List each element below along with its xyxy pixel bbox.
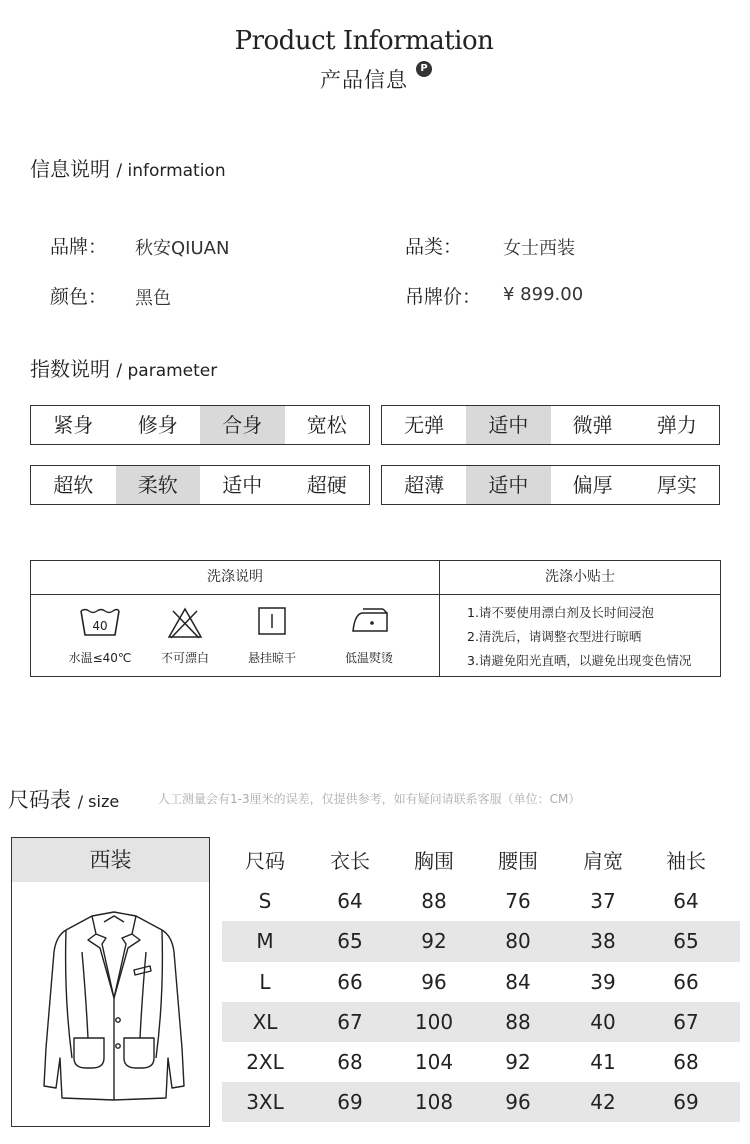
size-cell: 108	[414, 1090, 454, 1115]
stretch-option: 无弹	[404, 413, 445, 437]
wash-40-icon	[79, 607, 121, 641]
size-col-header: 肩宽	[583, 849, 623, 873]
size-col-header: 腰围	[498, 849, 538, 873]
page-title-cn: 产品信息	[320, 68, 408, 92]
p-badge-icon: P	[416, 61, 432, 77]
stretch-option-selected: 适中	[466, 406, 550, 444]
hang-dry-label: 悬挂晾干	[247, 651, 296, 665]
size-cell: 69	[673, 1090, 699, 1115]
page-title-en: Product Information	[234, 26, 494, 56]
parameter-section-title: 指数说明	[30, 357, 110, 381]
size-cell: 3XL	[246, 1090, 284, 1115]
size-section-heading	[8, 784, 119, 814]
thickness-scale	[381, 465, 720, 505]
size-col-header: 尺码	[245, 849, 285, 873]
size-col-header: 胸围	[414, 849, 454, 873]
category-value: 女士西装	[503, 238, 575, 259]
size-section-title: 尺码表	[8, 788, 71, 812]
size-cell: 39	[590, 969, 616, 994]
size-cell: 40	[590, 1009, 616, 1034]
thickness-option-selected: 适中	[466, 466, 550, 504]
thickness-option: 偏厚	[572, 473, 613, 497]
size-cell: 80	[505, 929, 531, 954]
size-cell: 64	[673, 889, 699, 914]
table-row	[222, 921, 740, 961]
brand-value: 秋安QIUAN	[135, 238, 230, 259]
wash-tip: 2.清洗后，请调整衣型进行晾晒	[467, 629, 642, 644]
brand-label: 品牌：	[50, 236, 108, 258]
size-cell: 96	[421, 969, 447, 994]
thickness-option: 超薄	[404, 473, 445, 497]
size-cell: 100	[414, 1009, 454, 1034]
size-cell: 41	[590, 1049, 616, 1074]
size-col-header: 袖长	[666, 849, 706, 873]
size-cell: 66	[673, 969, 699, 994]
size-cell: 2XL	[246, 1049, 284, 1074]
garment-label: 西装	[12, 838, 209, 882]
parameter-section-heading	[30, 353, 217, 382]
softness-option: 适中	[222, 473, 263, 497]
size-cell: 67	[673, 1009, 699, 1034]
size-cell: 37	[590, 889, 616, 914]
wash-tip: 3.请避免阳光直晒，以避免出现变色情况	[467, 653, 692, 668]
size-cell: 42	[590, 1090, 616, 1115]
size-cell: 92	[505, 1049, 531, 1074]
divider	[31, 594, 720, 595]
size-cell: L	[259, 969, 271, 994]
size-cell: 38	[590, 929, 616, 954]
info-section-title: 信息说明	[30, 157, 110, 181]
info-section-subtitle: / information	[116, 161, 226, 181]
size-cell: 65	[673, 929, 699, 954]
garment-illustration-box	[11, 837, 210, 1127]
color-value: 黑色	[135, 288, 171, 309]
size-cell: 69	[337, 1090, 363, 1115]
table-row	[222, 1002, 740, 1042]
size-section-subtitle: / size	[77, 792, 120, 811]
size-cell: S	[258, 889, 272, 914]
size-cell: 64	[337, 889, 363, 914]
table-row	[222, 1082, 740, 1122]
size-col-header: 衣长	[330, 849, 370, 873]
softness-option: 超硬	[306, 473, 347, 497]
no-bleach-label: 不可漂白	[160, 651, 209, 665]
size-table	[222, 841, 740, 1122]
wash-tip: 1.请不要使用漂白剂及长时间浸泡	[467, 605, 654, 620]
size-cell: 88	[505, 1009, 531, 1034]
info-section-heading	[30, 153, 226, 182]
size-cell: 65	[337, 929, 363, 954]
fit-option: 修身	[137, 413, 178, 437]
size-cell: M	[256, 929, 274, 954]
low-iron-icon	[349, 607, 389, 639]
size-cell: 96	[505, 1090, 531, 1115]
parameter-section-subtitle: / parameter	[116, 361, 218, 381]
fit-option: 紧身	[53, 413, 94, 437]
fit-option-selected: 合身	[200, 406, 285, 444]
size-cell: 104	[414, 1049, 454, 1074]
price-label: 吊牌价：	[405, 286, 482, 308]
color-label: 颜色：	[50, 286, 108, 308]
low-iron-label: 低温熨烫	[344, 651, 393, 665]
size-cell: 67	[337, 1009, 363, 1034]
no-bleach-icon	[167, 607, 203, 643]
size-cell: 76	[505, 889, 531, 914]
size-cell: 66	[337, 969, 363, 994]
softness-option-selected: 柔软	[116, 466, 201, 504]
price-value: ¥ 899.00	[503, 284, 584, 305]
wash-temp-number: 40	[92, 619, 108, 633]
wash-table	[30, 560, 721, 677]
fit-option: 宽松	[306, 413, 347, 437]
size-cell: 84	[505, 969, 531, 994]
size-note: 人工测量会有1-3厘米的误差，仅提供参考，如有疑问请联系客服（单位：CM）	[158, 792, 581, 806]
wash-instructions-header: 洗涤说明	[207, 569, 263, 585]
softness-scale	[30, 465, 370, 505]
stretch-scale	[381, 405, 720, 445]
table-row	[222, 881, 740, 921]
table-row	[222, 962, 740, 1002]
wash-tips-header: 洗涤小贴士	[545, 569, 615, 585]
size-cell: 68	[673, 1049, 699, 1074]
fit-scale	[30, 405, 370, 445]
wash-temp-label: 水温≤40℃	[68, 651, 132, 665]
stretch-option: 微弹	[572, 413, 613, 437]
thickness-option: 厚实	[656, 473, 697, 497]
size-header-row	[222, 841, 740, 881]
category-label: 品类：	[405, 236, 463, 258]
size-cell: 88	[421, 889, 447, 914]
hang-dry-icon	[258, 607, 286, 639]
blazer-icon	[34, 908, 194, 1112]
size-cell: 68	[337, 1049, 363, 1074]
table-row	[222, 1042, 740, 1082]
size-cell: XL	[252, 1009, 278, 1034]
softness-option: 超软	[53, 473, 94, 497]
size-cell: 92	[421, 929, 447, 954]
stretch-option: 弹力	[656, 413, 697, 437]
